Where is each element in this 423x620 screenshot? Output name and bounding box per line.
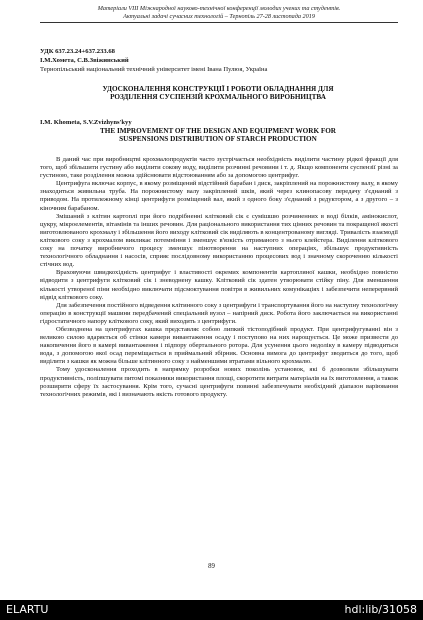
- paragraph: Центрифуга включає корпус, в якому розміщений відстійний барабан і диск, закріплений на порожнистому валу, в якому знаходиться живильна труба. На порожнистому валу закріплений шків, який через клинопасову передачу з'єднаний з приводом. На протилежному кінці центрифуги розміщений вал, який з одного боку з'єднаний з редуктором, а з другого – з кіночним барабаном.: [40, 180, 398, 212]
- paragraph: Обезводнена на центрифугах кашка представляє собою липкий тістоподібний продукт. При центрифугуванні він з великою силою вдаряється об стінки камери вивантаження осаду і поступово на них нарощується. Це може призвести до накопичення його в камері вивантаження і підпору обертального ротора. Для усунення цього недоліку в камеру підводиться вода, з допомогою якої осад переміщається в приймальний збірник. Основна вимога до центрифуг зводиться до того, щоб виділити з кашки як можна більше клітинного соку з найменшими втратами вільного крохмалю.: [40, 325, 398, 366]
- paragraph: Для забезпечення постійного відведення клітинного соку з центрифуги і транспортування його на наступну технологічну операцію в конструкції машини передбачений спеціальний вузол – напірний диск. Робота його заключається на використанні гідростатичного напору кліткового соку, який виходить з центрифуги.: [40, 301, 398, 325]
- paragraph: Тому удосконалення проходить в напрямку розробки нових поколінь установок, які б дозволяли збільшувати продуктивність, поліпшувати питомі показники використання площі, скоротити витрати матеріалів на їх виготовлення, а також розширити сферу їх застосування. Крім того, сучасні центрифуги повинні забезпечувати необхідний діапазон варіювання технологічних режимів, які і визначають якість готового продукту.: [40, 366, 398, 398]
- paragraph: Змішаний з клітин картоплі при його подрібненні клітковий сік є сумішшю розчиненних в воді білків, амінокислот, цукру, мікроелементів, вітамінів та інших речовин. Для раціонального використання тих цінних речовин та покращеної якості виготовлюваного крохмалу і збільшення його виходу клітковий сік виділяють в концентрованому вигляді. Тривалість взаємодії кліткового соку з крохмалом викликає потемніння і зменшує в'язкість отриманого з нього клейстера. Виділення кліткового соку на початку виробничого процесу зменшує пінотворення на наступних операціях, збільшує продуктивність технологічного обладнання і насосів, сприяє послідовному використанню процесових вод і значному скороченню кількості стічних вод.: [40, 212, 398, 269]
- header-divider: [40, 22, 398, 23]
- conference-header: [40, 5, 398, 20]
- affiliation: Тернопільський національний технічний університет імені Івана Пулюя, Україна: [40, 66, 268, 73]
- page-number: 89: [208, 563, 215, 570]
- title-ua: [48, 85, 388, 102]
- title-en: [48, 127, 388, 144]
- authors-en: I.M. Khometa, S.V.Zvizhyns'kyy: [40, 119, 132, 126]
- title-en-line-1: THE IMPROVEMENT OF THE DESIGN AND EQUIPMENT WORK FOR: [99, 127, 337, 135]
- title-ua-line-2: РОЗДІЛЕННЯ СУСПЕНЗІЙ КРОХМАЛЬНОГО ВИРОБНИЦТВА: [110, 93, 326, 102]
- authors-ua: І.М.Хомета, С.В.Звіжинський: [40, 57, 129, 64]
- header-line-2: Актуальні задачі сучасних технологій – Тернопіль 27-28 листопада 2019: [123, 12, 315, 20]
- paragraph: В даний час при виробництві крохмалопродуктів часто зустрічається необхідність виділити частину рідкої фракції для того, щоб збільшити густину або виділити сокову воду, виділити розчинні речовини і т. д. Якщо компоненти суспензії різні за густиною, таке розділення можна здійснювати відстоюванням або за допомогою центрифуг.: [40, 156, 398, 180]
- article-body: [40, 156, 398, 399]
- footer-handle: hdl:lib/31058: [344, 603, 417, 616]
- title-ua-line-1: УДОСКОНАЛЕННЯ КОНСТРУКЦІЇ І РОБОТИ ОБЛАДНАННЯ ДЛЯ: [102, 85, 334, 93]
- udk-code: УДК 637.23.24+637.233.68: [40, 48, 115, 55]
- footer-repository-name: ELARTU: [6, 603, 49, 616]
- repository-footer: [0, 600, 423, 620]
- title-en-line-2: SUSPENSIONS DISTRIBUTION OF STARCH PRODUCTION: [119, 135, 317, 144]
- header-line-1: Матеріали VIII Міжнародної науково-технічної конференції молодих учених та студентів.: [97, 5, 341, 12]
- paragraph: Враховуючи швидкохідність центрифуг і властивості окремих компонентів картопляної кашки, необхідно повністю відводити з центрифуги клітковий сік і зневоднену кашку. Клітковий сік здатен утворювати стійку піну. Для зменшення кількості утвореної піни необхідно виключати підсмоктування повітря в живильних комунікаціях і забезпечити неперервний відвід кліткового соку.: [40, 269, 398, 301]
